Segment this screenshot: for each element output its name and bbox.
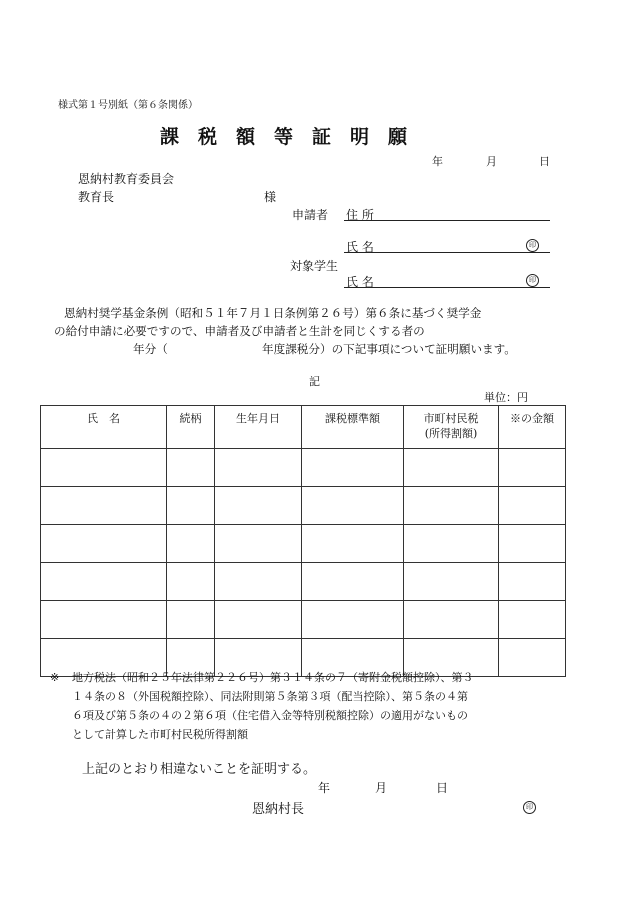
table-cell[interactable] bbox=[167, 601, 215, 639]
bottom-month-label: 月 bbox=[375, 781, 388, 795]
header-relationship: 続柄 bbox=[167, 406, 215, 449]
table-cell[interactable] bbox=[499, 449, 566, 487]
table-cell[interactable] bbox=[41, 487, 167, 525]
student-seal-icon: 印 bbox=[526, 274, 539, 287]
table-cell[interactable] bbox=[215, 487, 302, 525]
header-note-amount: ※の金額 bbox=[499, 406, 566, 449]
table-cell[interactable] bbox=[215, 601, 302, 639]
table-cell[interactable] bbox=[302, 525, 404, 563]
table-cell[interactable] bbox=[41, 525, 167, 563]
mayor-label: 恩納村長 bbox=[252, 802, 305, 817]
header-birthdate: 生年月日 bbox=[215, 406, 302, 449]
table-cell[interactable] bbox=[167, 449, 215, 487]
table-cell[interactable] bbox=[167, 487, 215, 525]
document-title: 課税額等証明願 bbox=[160, 126, 427, 148]
applicant-label: 申請者 bbox=[292, 208, 329, 222]
note-line-1: 地方税法（昭和２５年法律第２２６号）第３１４条の７（寄附金税額控除）、第３ bbox=[72, 671, 474, 684]
table-cell[interactable] bbox=[41, 449, 167, 487]
table-cell[interactable] bbox=[167, 563, 215, 601]
table-cell[interactable] bbox=[404, 601, 499, 639]
body-line-3-a: 年分（ bbox=[133, 342, 168, 356]
table-cell[interactable] bbox=[404, 525, 499, 563]
table-cell[interactable] bbox=[41, 563, 167, 601]
table-cell[interactable] bbox=[499, 487, 566, 525]
student-label: 対象学生 bbox=[290, 259, 339, 273]
table-row bbox=[41, 563, 566, 601]
table-cell[interactable] bbox=[302, 449, 404, 487]
tax-table bbox=[40, 405, 566, 677]
table-cell[interactable] bbox=[404, 487, 499, 525]
body-line-2: の給付申請に必要ですので、申請者及び申請者と生計を同じくする者の bbox=[54, 324, 425, 338]
date-day-label: 日 bbox=[539, 155, 550, 168]
form-number: 様式第１号別紙（第６条関係） bbox=[58, 100, 198, 111]
unit-label: 単位：円 bbox=[484, 391, 528, 404]
header-name: 氏 名 bbox=[41, 406, 167, 449]
note-line-4: として計算した市町村民税所得割額 bbox=[72, 728, 248, 741]
addressee-honorific: 様 bbox=[264, 190, 277, 204]
note-line-3: ６項及び第５条の４の２第６項（住宅借入金等特別税額控除）の適用がないもの bbox=[72, 709, 468, 722]
addressee-superintendent: 教育長 bbox=[78, 190, 115, 204]
table-cell[interactable] bbox=[41, 601, 167, 639]
table-cell[interactable] bbox=[302, 563, 404, 601]
note-mark: ※ bbox=[50, 671, 60, 684]
table-cell[interactable] bbox=[215, 449, 302, 487]
certification-statement: 上記のとおり相違ないことを証明する。 bbox=[82, 762, 317, 777]
table-cell[interactable] bbox=[499, 563, 566, 601]
table-cell[interactable] bbox=[404, 449, 499, 487]
date-year-label: 年 bbox=[432, 155, 443, 168]
table-cell[interactable] bbox=[215, 563, 302, 601]
ki-label: 記 bbox=[309, 375, 320, 388]
applicant-name-label: 氏 名 bbox=[346, 240, 374, 254]
table-row bbox=[41, 487, 566, 525]
table-cell[interactable] bbox=[499, 525, 566, 563]
table-cell[interactable] bbox=[167, 525, 215, 563]
body-line-1: 恩納村奨学基金条例（昭和５１年７月１日条例第２６号）第６条に基づく奨学金 bbox=[64, 306, 482, 320]
table-cell[interactable] bbox=[404, 563, 499, 601]
table-cell[interactable] bbox=[302, 487, 404, 525]
table-cell[interactable] bbox=[215, 525, 302, 563]
table-cell[interactable] bbox=[499, 639, 566, 677]
bottom-year-label: 年 bbox=[318, 781, 331, 795]
table-row bbox=[41, 601, 566, 639]
applicant-seal-icon: 印 bbox=[526, 239, 539, 252]
table-cell[interactable] bbox=[499, 601, 566, 639]
table-row bbox=[41, 449, 566, 487]
applicant-name-field[interactable] bbox=[344, 252, 550, 253]
body-line-3-b: 年度課税分）の下記事項について証明願います。 bbox=[262, 342, 516, 356]
applicant-address-label: 住 所 bbox=[346, 208, 374, 222]
date-month-label: 月 bbox=[486, 155, 497, 168]
addressee-board: 恩納村教育委員会 bbox=[78, 172, 175, 186]
table-header-row bbox=[41, 406, 566, 449]
bottom-day-label: 日 bbox=[436, 781, 449, 795]
student-name-label: 氏 名 bbox=[346, 275, 374, 289]
applicant-address-field[interactable] bbox=[344, 220, 550, 221]
mayor-seal-icon: 印 bbox=[523, 801, 536, 814]
header-taxable-base: 課税標準額 bbox=[302, 406, 404, 449]
student-name-field[interactable] bbox=[344, 287, 550, 288]
table-row bbox=[41, 525, 566, 563]
note-line-2: １４条の８（外国税額控除）、同法附則第５条第３項（配当控除）、第５条の４第 bbox=[72, 690, 468, 703]
table-cell[interactable] bbox=[302, 601, 404, 639]
header-municipal-tax: 市町村民税 (所得割額) bbox=[404, 406, 499, 449]
